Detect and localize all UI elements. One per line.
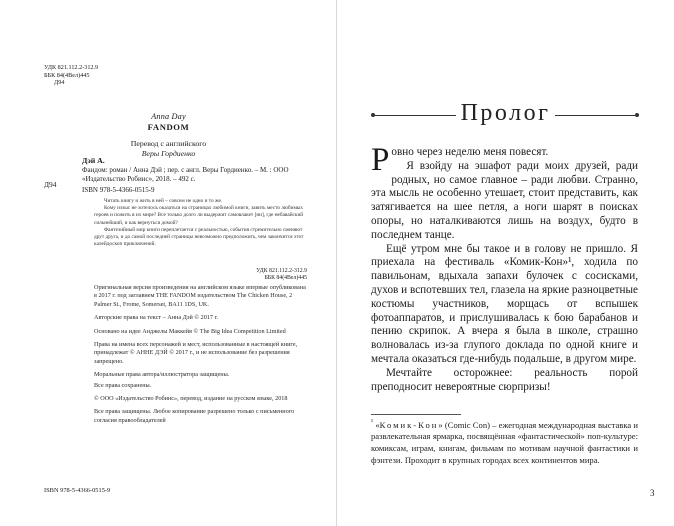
- isbn-bottom: ISBN 978-5-4366-0515-9: [44, 487, 111, 494]
- card-code: Д94: [44, 180, 57, 189]
- footnote-mark: ¹: [371, 418, 374, 426]
- copyright-paragraph: Моральные права автора/иллюстратора защищены.: [94, 371, 230, 379]
- annotation: [94, 198, 306, 248]
- copyright-block: [94, 284, 306, 430]
- translation-line: Перевод с английского: [130, 139, 207, 148]
- author-mark: Д94: [54, 79, 65, 87]
- drop-cap: Р: [371, 142, 390, 178]
- translation-credit: [0, 139, 337, 158]
- catalog-codes: [44, 64, 98, 87]
- chapter-text: [371, 142, 638, 394]
- udk-code: УДК 821.112.2-312.9: [44, 64, 99, 71]
- ornament-dot-icon: [635, 113, 639, 117]
- card-author: Дэй А.: [82, 156, 105, 165]
- paragraph: Ещё утром мне бы такое и в голову не пришло. Я приехала на фестиваль «Комик-Кон»¹, ходила по павильонам, вдыхала запахи булочек с сосисками, духов и вспотевших тел, глазела на яркие разноцветные костюмы участников, морщась от вспышек фотоаппаратов, и прислушивалась к бою барабанов и пению скрипок. А вчера я была в школе, страшно волновалась из-за глупого доклада по одной книге и мечтала оказаться где-нибудь подальше, в другом мире.: [371, 242, 638, 365]
- bbk-code: ББК 84(4Вел)445: [44, 71, 90, 79]
- copyright-paragraph: Основано на идее Анджелы Маккейв © The Big Idea Competition Limited: [94, 327, 286, 335]
- footnote-term: Комик-Кон: [379, 419, 439, 430]
- copyright-paragraph: © ООО «Издательство Робинс», перевод, издание на русском языке, 2018: [94, 395, 288, 403]
- copyright-paragraph: Оригинальная версия произведения на английском языке впервые опубликована в 2017 г. под заглавием THE FANDOM издательством The Chicken House, 2 Palmer St., Frome, Somerset, BA11 1DS, UK.: [94, 284, 306, 308]
- bbk-code-right: ББК 84(4Вел)445: [264, 275, 307, 281]
- footnote-text: (Comic Con) – ежегодная международная выставка и развлекательная ярмарка, посвящённая «фантастической» поп-культуре: комиксам, играм, книгам, фильмам по мотивам научной фантастики и фэнтези. Проходит в крупных городах всех континентов мира.: [371, 419, 638, 465]
- paragraph: Мечтайте осторожнее: реальность порой преподносит невероятные сюрпризы!: [371, 366, 638, 393]
- paragraph: Я взойду на эшафот ради моих друзей, ради родных, но самое главное – ради любви. Странно, эта мысль не особенно утешает, стоит представить, как затягивается на шее петля, а ноги шарят в поисках опоры, но наталкиваются лишь на воздух, будто в последнем танце.: [371, 159, 638, 241]
- udk-code-right: УДК 821.112.2-312.9: [256, 268, 307, 274]
- copyright-paragraph: Все права сохранены.: [94, 381, 152, 389]
- annotation-paragraph: Читать книгу и жить в ней – совсем не одно и то же.: [104, 198, 223, 204]
- paragraph: [371, 142, 638, 178]
- card-description: Фандом: роман / Анна Дэй ; пер. с англ. Веры Гордиенко. – М. : ООО «Издательство Робинс», 2018. – 492 с.: [82, 166, 289, 183]
- page-number: 3: [650, 488, 655, 498]
- paragraph-text: овно через неделю меня повесят.: [391, 146, 549, 158]
- copyright-paragraph: Все права защищены. Любое копирование разрешено только с письменного согласия правообладателей: [94, 408, 295, 424]
- copyright-paragraph: Права на имена всех персонажей и мест, использованные в настоящей книге, принадлежат © АННЕ ДЭЙ © 2017 г., и не использование без разрешения запрещено.: [94, 341, 298, 365]
- card-isbn: ISBN 978-5-4366-0515-9: [82, 186, 155, 194]
- annotation-paragraph: Кому иззыс не хотелось оказаться на страницах любимой книги, завить место любимых героев и пожить в их мире? Все только долго ли выдержит самовлакет [ни], где небавайский сильнейший, и как вернуться домой?: [94, 205, 304, 226]
- footnote-rule: [371, 414, 461, 415]
- book-title: FANDOM: [147, 122, 190, 132]
- footnote: $^{^1}$ «Комик-Кон» (Comic Con) – ежегодная международная выставка и развлекательная ярмарка, посвящённая «фантастической» поп-культуре: комиксам, играм, книгам, фильмам по мотивам научной фантастики и фэнтези. Проходит в крупных городах всех континентов мира.: [371, 418, 638, 465]
- translator-name: Веры Гордиенко: [141, 148, 196, 158]
- annotation-paragraph: Фантезийный мир книги переплетается с реальностью, события стремительно сменяют друт друга, и до самой последней страницы невозможно предположить, чем закончится этот калейдоскоп приключений.: [94, 226, 304, 248]
- author-name: Anna Day: [151, 112, 186, 121]
- chapter-title: Пролог: [460, 100, 551, 126]
- heading-rule-right: [555, 115, 637, 116]
- right-page: [337, 0, 674, 526]
- codes-right: [256, 268, 307, 282]
- copyright-paragraph: Авторские права на текст – Анна Дэй © 2017 г.: [94, 314, 218, 322]
